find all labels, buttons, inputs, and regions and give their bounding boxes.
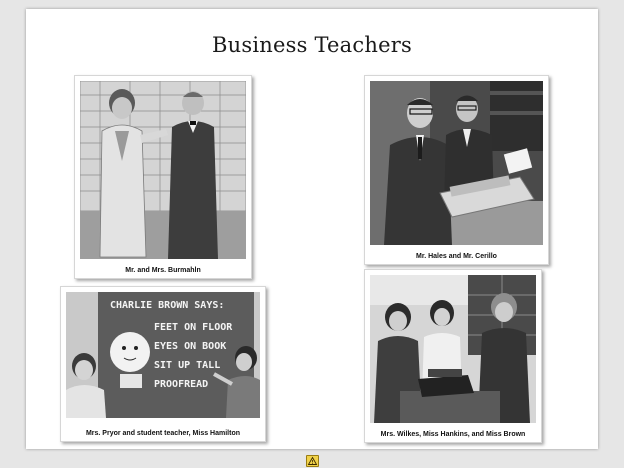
- warning-icon[interactable]: [306, 455, 319, 467]
- poster-line-3: EYES ON BOOK: [154, 341, 227, 352]
- photo-card-hales-cerillo: [364, 75, 549, 265]
- photo-card-pryor-hamilton: [60, 286, 266, 442]
- photo-hales-cerillo: [370, 81, 543, 245]
- photo-card-burmahln: [74, 75, 252, 279]
- photo-caption: Mr. Hales and Mr. Cerillo: [416, 253, 497, 260]
- poster-line-2: FEET ON FLOOR: [154, 322, 233, 333]
- page-title: Business Teachers: [212, 33, 412, 57]
- yearbook-page: [26, 9, 598, 449]
- photo-caption: Mr. and Mrs. Burmahln: [125, 267, 201, 274]
- photo-burmahln: [80, 81, 246, 259]
- photo-caption: Mrs. Wilkes, Miss Hankins, and Miss Brown: [380, 431, 526, 438]
- poster-line-5: PROOFREAD: [154, 379, 209, 390]
- photo-caption: Mrs. Pryor and student teacher, Miss Hamilton: [85, 430, 241, 437]
- poster-line-1: CHARLIE BROWN SAYS:: [110, 300, 225, 311]
- poster-line-4: SIT UP TALL: [154, 360, 221, 371]
- photo-wilkes-hankins-brown: [370, 275, 536, 423]
- photo-card-wilkes-hankins-brown: [364, 269, 542, 443]
- photo-pryor-hamilton: [66, 292, 260, 418]
